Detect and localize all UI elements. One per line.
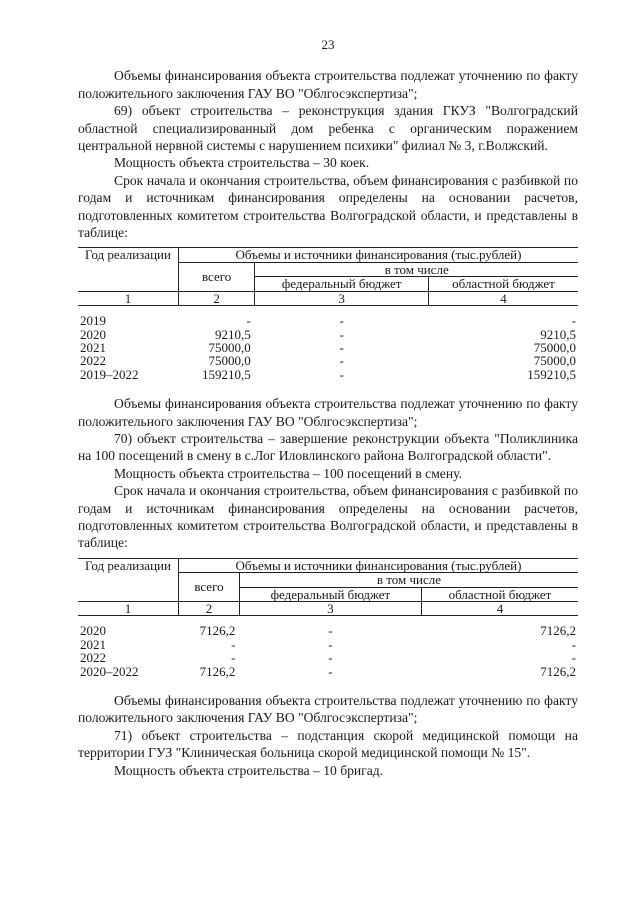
financing-table-69 bbox=[78, 247, 578, 381]
table-row: 2019–2022 159210,5 - 159210,5 bbox=[80, 366, 576, 382]
header-regional: областной бюджет bbox=[421, 587, 578, 601]
table-row: 2019 - - - bbox=[80, 313, 576, 329]
paragraph-object-70: 70) объект строительства – завершение реконструкции объекта "Поликлиника на 100 посещений в смену в с.Лог Иловлинского района Волгоградской области". bbox=[78, 430, 578, 464]
financing-table-70 bbox=[78, 558, 578, 678]
header-col-3: 3 bbox=[255, 291, 429, 305]
header-volumes: Объемы и источники финансирования (тыс.рублей) bbox=[179, 248, 579, 262]
table-row: 2021 - - - bbox=[80, 636, 576, 652]
header-col-1: 1 bbox=[78, 602, 179, 616]
header-col-4: 4 bbox=[421, 602, 578, 616]
header-regional: областной бюджет bbox=[429, 277, 578, 291]
header-federal: федеральный бюджет bbox=[239, 587, 421, 601]
table-row: 2020–2022 7126,2 - 7126,2 bbox=[80, 663, 576, 679]
header-including: в том числе bbox=[239, 573, 578, 587]
header-federal: федеральный бюджет bbox=[255, 277, 429, 291]
header-col-2: 2 bbox=[179, 602, 240, 616]
paragraph-funding-note-2: Объемы финансирования объекта строительства подлежат уточнению по факту положительного заключения ГАУ ВО "Облгосэкспертиза"; bbox=[78, 396, 578, 429]
paragraph-object-69: 69) объект строительства – реконструкция здания ГКУЗ "Волгоградский областной специализированный дом ребенка с органическим поражением центральной нервной системы с нарушением психики" филиал № 3, г.Волжский. bbox=[78, 103, 578, 154]
paragraph-funding-note-3: Объемы финансирования объекта строительства подлежат уточнению по факту положительного заключения ГАУ ВО "Облгосэкспертиза"; bbox=[78, 693, 578, 726]
table-row: 2021 75000,0 - 75000,0 bbox=[80, 339, 576, 355]
header-col-4: 4 bbox=[429, 291, 578, 305]
page-number: 23 bbox=[321, 37, 335, 52]
header-col-3: 3 bbox=[239, 602, 421, 616]
table-row: 2020 7126,2 - 7126,2 bbox=[80, 623, 576, 639]
header-including: в том числе bbox=[255, 262, 578, 276]
paragraph-funding-note-1: Объемы финансирования объекта строительства подлежат уточнению по факту положительного заключения ГАУ ВО "Облгосэкспертиза"; bbox=[78, 68, 578, 101]
header-col-2: 2 bbox=[179, 291, 255, 305]
header-col-1: 1 bbox=[78, 291, 179, 305]
header-volumes: Объемы и источники финансирования (тыс.рублей) bbox=[179, 558, 579, 572]
header-year: Год реализации bbox=[78, 248, 179, 291]
paragraph-capacity-70: Мощность объекта строительства – 100 посещений в смену. bbox=[114, 465, 462, 481]
paragraph-terms-69: Срок начала и окончания строительства, объем финансирования с разбивкой по годам и источникам финансирования определены на основании расчетов, подготовленных комитетом строительства Волгоградской области, и представлены в таблице: bbox=[78, 172, 578, 241]
paragraph-object-71: 71) объект строительства – подстанция скорой медицинской помощи на территории ГУЗ "Клиническая больница скорой медицинской помощи № 15". bbox=[78, 727, 578, 761]
table-row: 2022 - - - bbox=[80, 650, 576, 666]
header-total: всего bbox=[179, 262, 255, 291]
table-row: 2020 9210,5 - 9210,5 bbox=[80, 326, 576, 342]
header-year: Год реализации bbox=[78, 558, 179, 601]
header-total: всего bbox=[179, 573, 240, 602]
paragraph-capacity-69: Мощность объекта строительства – 30 коек. bbox=[114, 155, 370, 171]
paragraph-terms-70: Срок начала и окончания строительства, объем финансирования с разбивкой по годам и источникам финансирования определены на основании расчетов, подготовленных комитетом строительства Волгоградской области, и представлены в таблице: bbox=[78, 483, 578, 551]
paragraph-capacity-71: Мощность объекта строительства – 10 бригад. bbox=[114, 762, 384, 778]
table-row: 2022 75000,0 - 75000,0 bbox=[80, 353, 576, 369]
